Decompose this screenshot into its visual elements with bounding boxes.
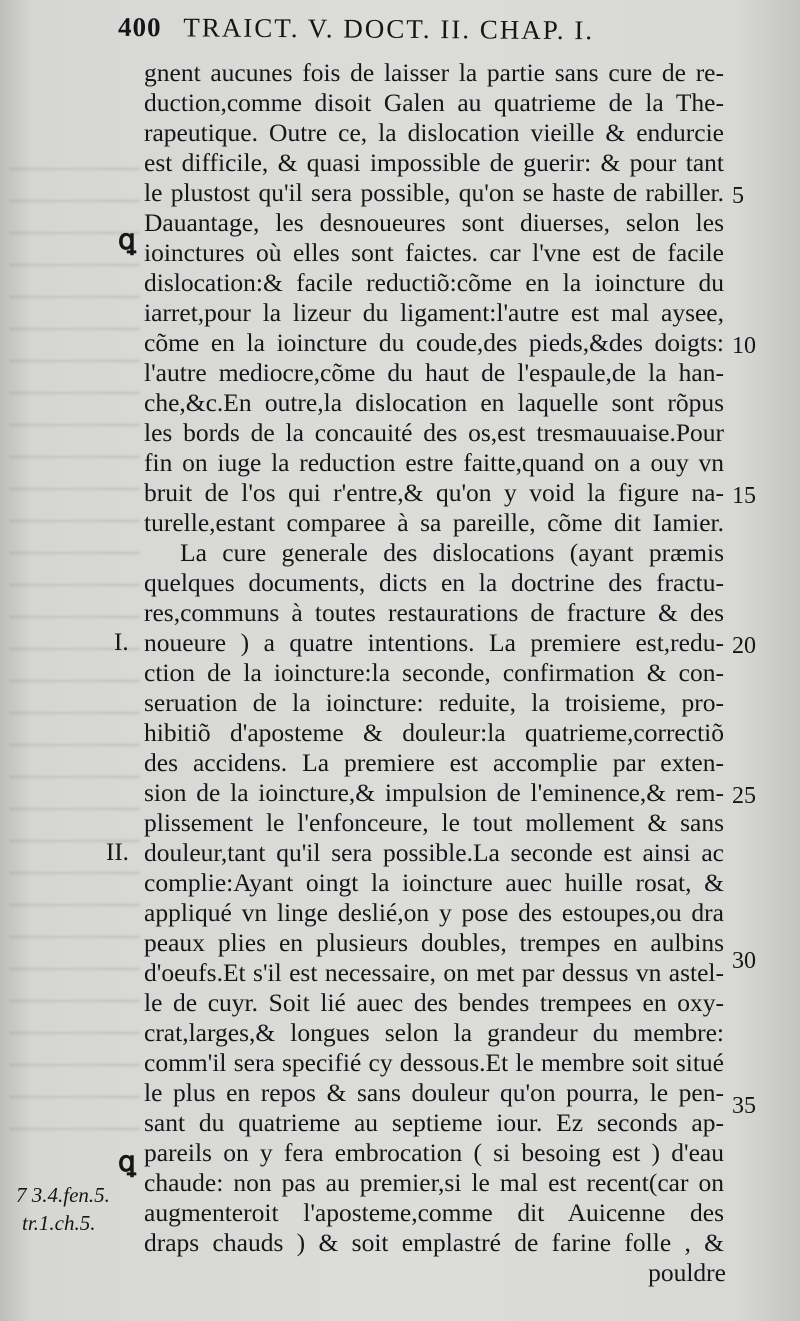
text-line: appliqué vn linge deslié,on y pose des estoupes,ou dra — [144, 898, 724, 927]
text-line: dislocation:& facile reductiõ:cõme en la ioincture du — [144, 268, 724, 297]
text-line: gnent aucunes fois de laisser la partie sans cure de re- — [144, 58, 724, 87]
text-line: fin on iuge la reduction estre faitte,quand on a ouy vn — [144, 448, 724, 477]
line-number: 35 — [732, 1093, 756, 1119]
text-line: le plustost qu'il sera possible, qu'on se haste de rabiller. — [144, 178, 724, 207]
text-line: iarret,pour la lizeur du ligament:l'autre est mal aysee, — [144, 298, 724, 327]
text-line: seruation de la ioincture: reduite, la troisieme, pro- — [144, 688, 724, 717]
text-line: duction,comme disoit Galen au quatrieme de la The- — [144, 88, 724, 117]
text-line: rapeutique. Outre ce, la dislocation vieille & endurcie — [144, 118, 724, 147]
page-number: 400 — [117, 11, 162, 43]
text-line: draps chauds ) & soit emplastré de farine folle , & — [144, 1228, 724, 1257]
text-line: sion de la ioincture,& impulsion de l'eminence,& rem- — [144, 778, 724, 807]
text-line: res,communs à toutes restaurations de fracture & des — [144, 598, 724, 627]
text-line: Dauantage, les desnoueures sont diuerses, selon les — [144, 208, 724, 237]
text-line: quelques documents, dicts en la doctrine des fractu- — [144, 568, 724, 597]
running-head — [118, 12, 718, 54]
text-line: est difficile, & quasi impossible de guerir: & pour tant — [144, 148, 724, 177]
text-line: comm'il sera specifié cy dessous.Et le membre soit situé — [144, 1048, 724, 1077]
text-line: augmenteroit l'aposteme,comme dit Auicenne des — [144, 1198, 724, 1227]
line-number: 25 — [732, 783, 756, 809]
line-number: 15 — [732, 483, 756, 509]
text-line: pareils on y fera embrocation ( si besoing est ) d'eau — [144, 1138, 724, 1167]
margin-reference: 7 3.4.fen.5. — [16, 1183, 110, 1207]
running-title: TRAICT. V. DOCT. II. CHAP. I. — [183, 12, 595, 46]
text-line: plissement le l'enfonceure, le tout mollement & sans — [144, 808, 724, 837]
text-line: ioinctures où elles sont faictes. car l'vne est de facile — [144, 238, 724, 267]
text-line: La cure generale des dislocations (ayant præmis — [180, 538, 724, 567]
line-number: 20 — [732, 633, 756, 659]
text-line: d'oeufs.Et s'il est necessaire, on met par dessus vn astel- — [144, 958, 724, 987]
text-line: turelle,estant comparee à sa pareille, cõme dit Iamier. — [144, 508, 724, 537]
text-line: peaux plies en plusieurs doubles, trempes en aulbins — [144, 928, 724, 957]
line-number: 10 — [732, 333, 756, 359]
text-line: che,&c.En outre,la dislocation en laquelle sont rõpus — [144, 388, 724, 417]
text-line: l'autre mediocre,cõme du haut de l'espaule,de la han- — [144, 358, 724, 387]
paragraph-mark: ꝗ — [118, 225, 136, 256]
line-number: 30 — [732, 948, 756, 974]
catchword: pouldre — [648, 1258, 726, 1287]
text-line: bruit de l'os qui r'entre,& qu'on y void la figure na- — [144, 478, 724, 507]
paragraph-mark: ꝗ — [118, 1147, 136, 1178]
line-number: 5 — [732, 183, 744, 209]
text-line: crat,larges,& longues selon la grandeur du membre: — [144, 1018, 724, 1047]
margin-reference: tr.1.ch.5. — [22, 1211, 96, 1235]
text-line: les bords de la concauité des os,est tresmauuaise.Pour — [144, 418, 724, 447]
margin-numeral: II. — [106, 839, 129, 866]
text-line: le plus en repos & sans douleur qu'on pourra, le pen- — [144, 1078, 724, 1107]
text-line: le de cuyr. Soit lié auec des bendes trempees en oxy- — [144, 988, 724, 1017]
text-line: chaude: non pas au premier,si le mal est recent(car on — [144, 1168, 724, 1197]
text-line: sant du quatrieme au septieme iour. Ez seconds ap- — [144, 1108, 724, 1137]
margin-numeral: I. — [114, 629, 129, 656]
text-line: cõme en la ioincture du coude,des pieds,&des doigts: — [144, 328, 724, 357]
text-line: des accidens. La premiere est accomplie par exten- — [144, 748, 724, 777]
text-line: douleur,tant qu'il sera possible.La seconde est ainsi ac — [144, 838, 724, 867]
text-line: ction de la ioincture:la seconde, confirmation & con- — [144, 658, 724, 687]
text-line: noueure ) a quatre intentions. La premiere est,redu- — [144, 628, 724, 657]
text-line: complie:Ayant oingt la ioincture auec huille rosat, & — [144, 868, 724, 897]
text-line: hibitiõ d'aposteme & douleur:la quatrieme,correctiõ — [144, 718, 724, 747]
